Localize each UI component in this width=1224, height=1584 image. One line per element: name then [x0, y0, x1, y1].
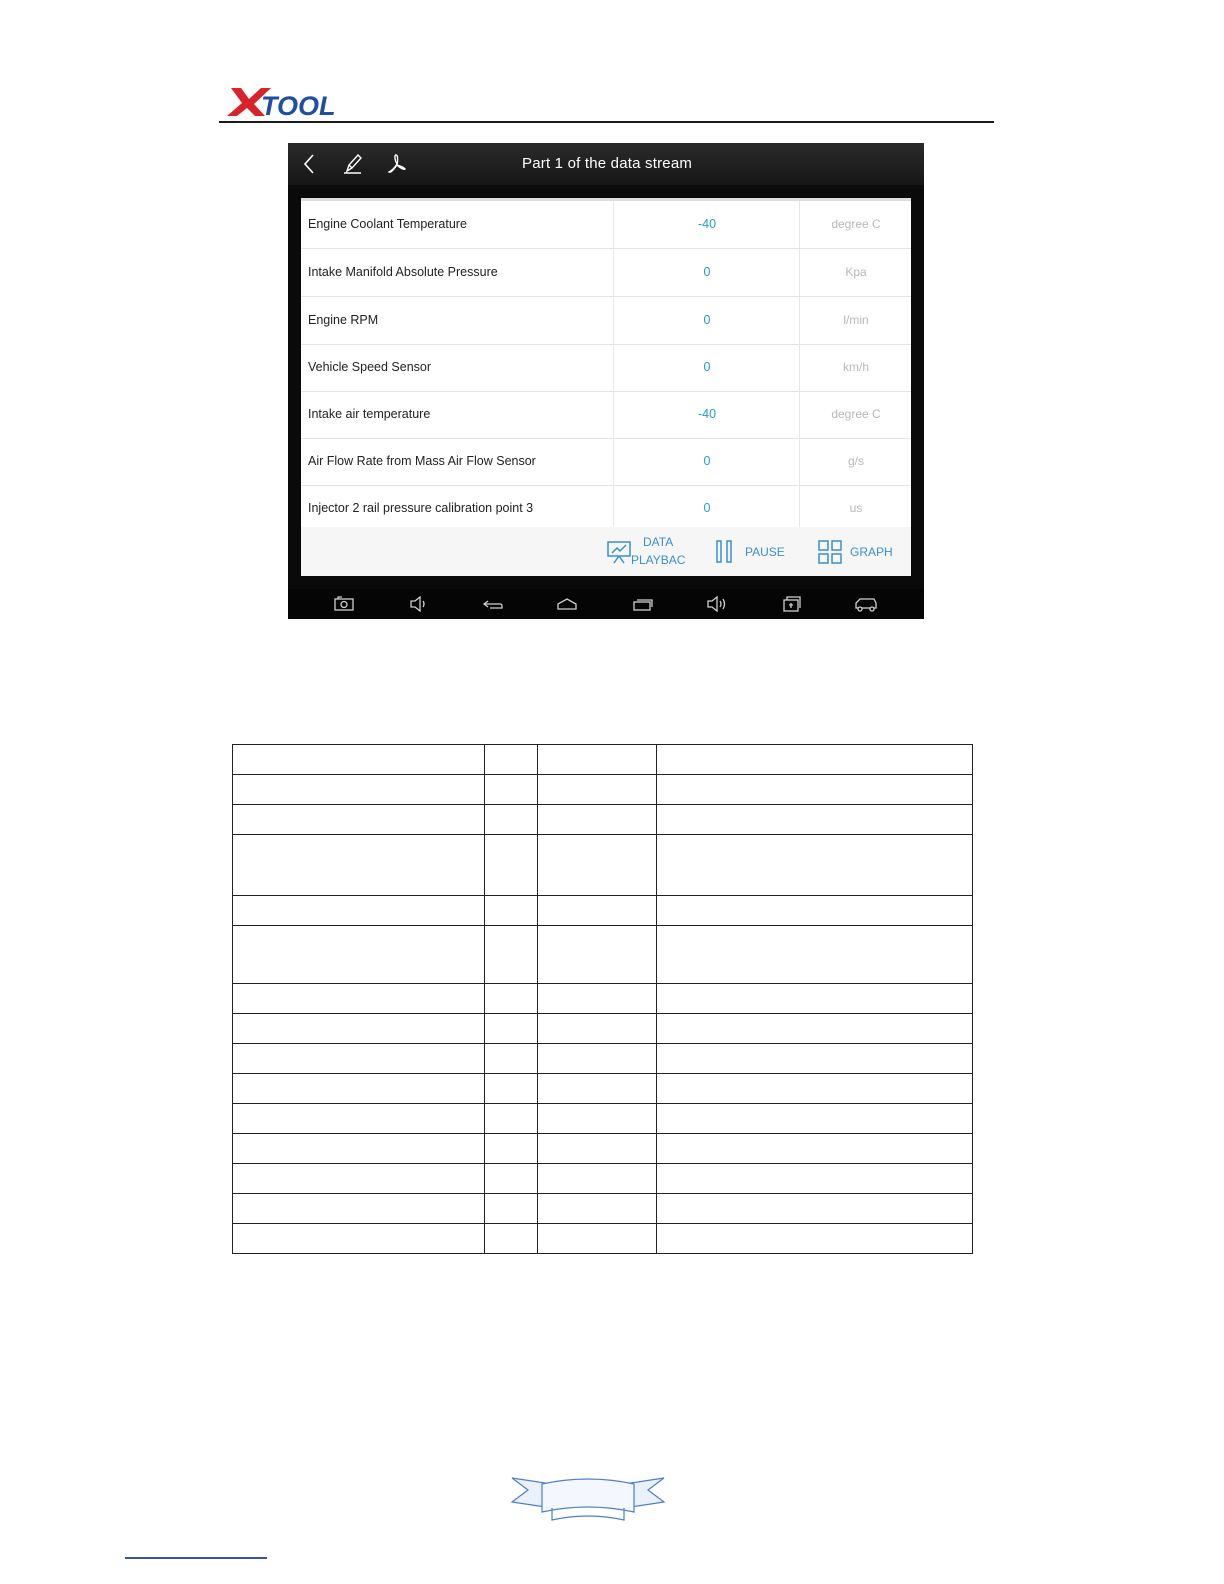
volume-down-icon[interactable]: [408, 594, 430, 614]
playback-icon: [606, 539, 632, 570]
list-item[interactable]: [301, 391, 911, 439]
list-item[interactable]: [301, 201, 911, 249]
item-name: Vehicle Speed Sensor: [308, 360, 432, 374]
list-item[interactable]: [301, 438, 911, 486]
back-arrow-icon[interactable]: [482, 594, 504, 614]
item-unit: l/min: [799, 297, 912, 344]
item-unit: km/h: [799, 344, 912, 391]
svg-text:TOOL: TOOL: [261, 91, 336, 120]
item-value: 0: [613, 344, 800, 391]
pause-icon: [715, 539, 735, 570]
item-name: Air Flow Rate from Mass Air Flow Sensor: [308, 454, 536, 468]
pause-button[interactable]: PAUSE: [715, 535, 795, 569]
device-screen: [288, 143, 924, 619]
item-unit: g/s: [799, 438, 912, 485]
xtool-logo: [227, 84, 347, 120]
edit-icon[interactable]: [341, 152, 365, 176]
item-name: Intake air temperature: [308, 407, 431, 421]
item-value: 0: [613, 485, 800, 532]
list-item[interactable]: [301, 344, 911, 392]
item-value: 0: [613, 438, 800, 485]
pdf-icon[interactable]: [385, 152, 409, 176]
item-name: Intake Manifold Absolute Pressure: [308, 265, 498, 279]
list-item[interactable]: [301, 485, 911, 532]
grid-icon: [817, 539, 843, 570]
item-value: -40: [613, 391, 800, 438]
vehicle-icon[interactable]: [854, 594, 876, 614]
item-unit: us: [799, 485, 912, 532]
item-unit: Kpa: [799, 249, 912, 296]
list-item[interactable]: [301, 297, 911, 345]
page-number-ribbon-icon: [508, 1472, 668, 1526]
back-icon[interactable]: [298, 152, 322, 176]
footer-rule: [125, 1557, 267, 1559]
data-playback-button[interactable]: DATA PLAYBAC: [606, 535, 696, 569]
item-name: Engine Coolant Temperature: [308, 217, 467, 231]
page-title: Part 1 of the data stream: [522, 155, 693, 172]
header-rule: [219, 121, 994, 123]
graph-button[interactable]: GRAPH: [817, 535, 907, 569]
item-unit: degree C: [799, 201, 912, 248]
recent-apps-icon[interactable]: [632, 594, 654, 614]
home-icon[interactable]: [556, 594, 578, 614]
app-toolbar: [288, 143, 924, 185]
data-stream-list: [301, 198, 911, 576]
item-unit: degree C: [799, 391, 912, 438]
item-value: 0: [613, 249, 800, 296]
item-value: 0: [613, 297, 800, 344]
item-name: Injector 2 rail pressure calibration point 3: [308, 501, 534, 515]
system-nav-bar: [288, 589, 924, 619]
screenshot-icon[interactable]: [333, 594, 355, 614]
blank-table: [232, 744, 973, 1254]
action-bar: [301, 527, 911, 576]
item-value: -40: [613, 201, 800, 248]
list-item[interactable]: [301, 249, 911, 297]
volume-up-icon[interactable]: [706, 594, 728, 614]
settings-icon[interactable]: [781, 594, 803, 614]
item-name: Engine RPM: [308, 313, 379, 327]
